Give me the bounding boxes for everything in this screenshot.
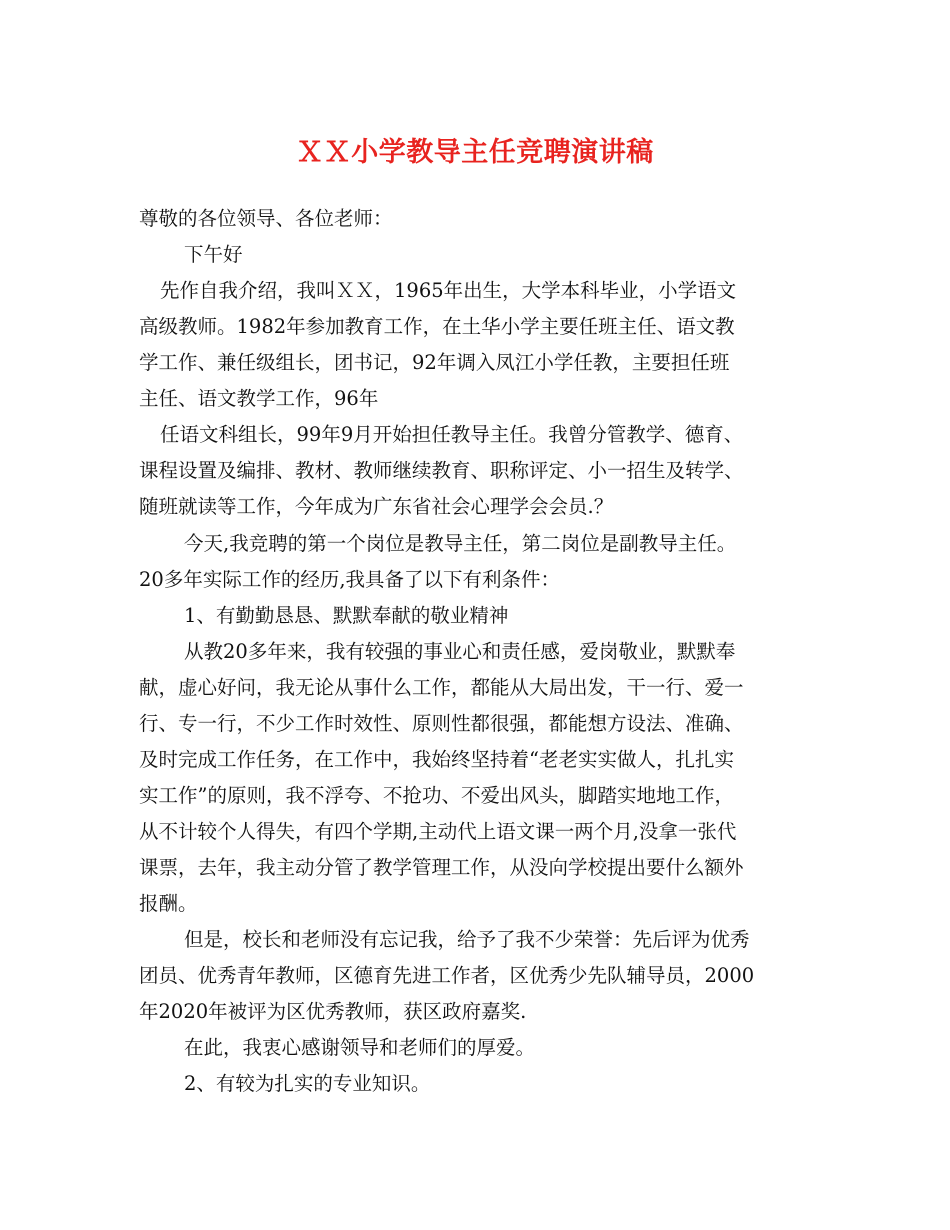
paragraph-line: 学工作、兼任级组长，团书记，92年调入凤江小学任教，主要担任班 bbox=[139, 351, 730, 374]
paragraph-line: 主任、语文教学工作，96年 bbox=[139, 387, 379, 410]
paragraph-line: 行、专一行，不少工作时效性、原则性都很强，都能想方设法、准确、 bbox=[139, 712, 744, 735]
paragraph-line: 从不计较个人得失，有四个学期,主动代上语文课一两个月,没拿一张代 bbox=[139, 820, 737, 843]
paragraph-line: 课程设置及编排、教材、教师继续教育、职称评定、小一招生及转学、 bbox=[139, 459, 744, 482]
paragraph-line: 实工作”的原则，我不浮夸、不抢功、不爱出风头，脚踏实地地工作， bbox=[139, 784, 734, 807]
paragraph-line: 及时完成工作任务，在工作中，我始终坚持着“老老实实做人，扎扎实 bbox=[139, 748, 734, 771]
paragraph-line: 团员、优秀青年教师，区德育先进工作者，区优秀少先队辅导员，2000 bbox=[139, 964, 755, 987]
paragraph-line: 随班就读等工作，今年成为广东省社会心理学会会员.？ bbox=[139, 495, 614, 518]
paragraph-line: 年2020年被评为区优秀教师，获区政府嘉奖. bbox=[139, 1000, 527, 1023]
paragraph-line: 高级教师。1982年参加教育工作，在土华小学主要任班主任、语文教 bbox=[139, 315, 735, 338]
paragraph-line: 课票，去年，我主动分管了教学管理工作，从没向学校提出要什么额外 bbox=[139, 856, 744, 879]
paragraph-line: 20多年实际工作的经历,我具备了以下有利条件： bbox=[139, 568, 561, 591]
document-title: ＸＸ小学教导主任竞聘演讲稿 bbox=[296, 137, 654, 168]
paragraph-line: 任语文科组长，99年9月开始担任教导主任。我曾分管教学、德育、 bbox=[160, 423, 744, 446]
paragraph-line: 献，虚心好问，我无论从事什么工作，都能从大局出发，干一行、爱一 bbox=[139, 676, 744, 699]
section-heading: 1、有勤勤恳恳、默默奉献的敬业精神 bbox=[184, 604, 509, 627]
paragraph-line: 在此，我衷心感谢领导和老师们的厚爱。 bbox=[184, 1036, 536, 1059]
paragraph-line: 今天,我竞聘的第一个岗位是教导主任，第二岗位是副教导主任。 bbox=[184, 532, 737, 555]
greeting: 下午好 bbox=[184, 243, 243, 266]
paragraph-line: 报酬。 bbox=[139, 892, 198, 915]
salutation: 尊敬的各位领导、各位老师： bbox=[139, 207, 393, 230]
paragraph-line: 但是，校长和老师没有忘记我，给予了我不少荣誉：先后评为优秀 bbox=[184, 928, 750, 951]
paragraph-line: 先作自我介绍，我叫ＸＸ，1965年出生，大学本科毕业，小学语文 bbox=[160, 279, 737, 302]
paragraph-line: 从教20多年来，我有较强的事业心和责任感，爱岗敬业，默默奉 bbox=[184, 640, 736, 663]
section-heading: 2、有较为扎实的专业知识。 bbox=[184, 1072, 431, 1095]
